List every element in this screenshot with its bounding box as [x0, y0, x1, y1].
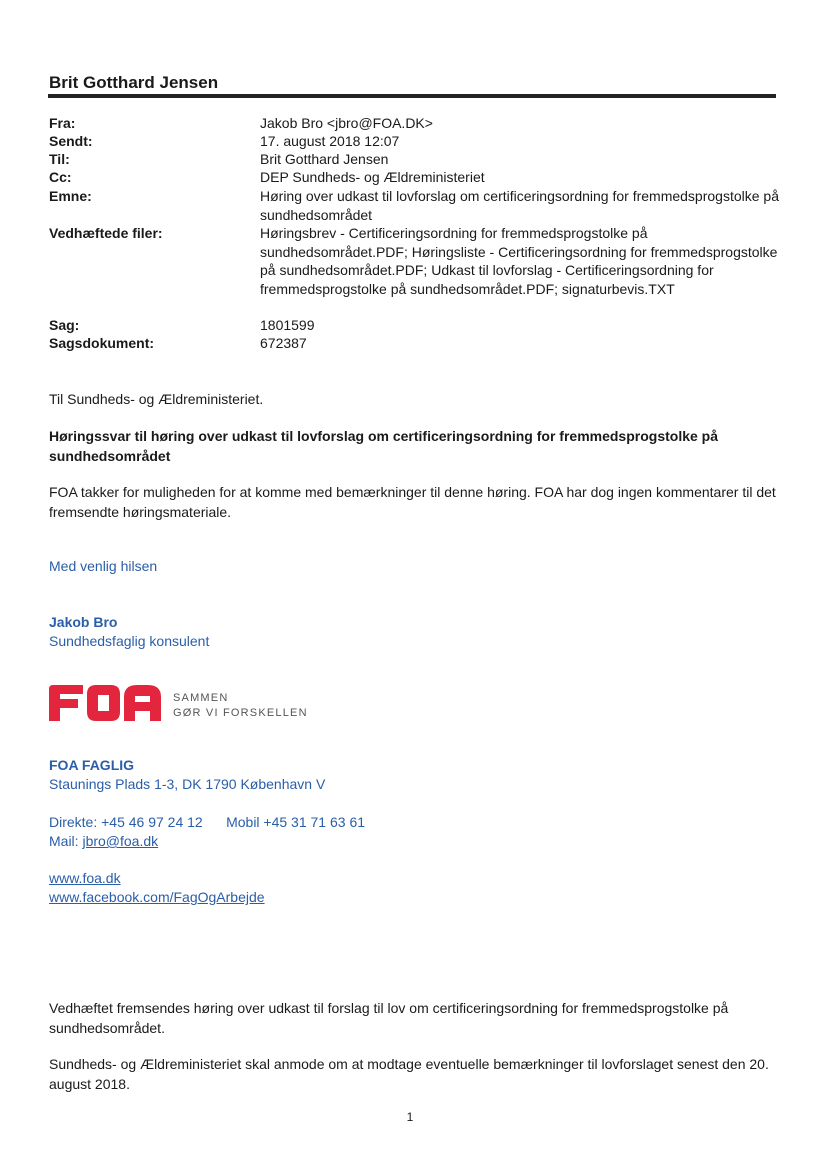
value-case: 1801599	[260, 317, 315, 333]
org-address: Staunings Plads 1-3, DK 1790 København V	[49, 776, 326, 792]
label-case: Sag:	[49, 317, 80, 333]
forwarded-paragraph-2: Sundheds- og Ældreministeriet skal anmode om at modtage eventuelle bemærkninger til lovforslaget senest den 20. august 2018.	[49, 1056, 769, 1092]
greeting: Til Sundheds- og Ældreministeriet.	[49, 391, 264, 407]
mobile-phone: Mobil +45 31 71 63 61	[226, 814, 366, 830]
body-paragraph: FOA takker for muligheden for at komme med bemærkninger til denne høring. FOA har dog ingen kommentarer til det fremsendte høringsmateriale.	[49, 484, 776, 520]
header-divider	[48, 94, 776, 98]
mail-label: Mail:	[49, 833, 83, 849]
signature-title: Sundhedsfaglig konsulent	[49, 633, 210, 649]
forwarded-paragraph-1: Vedhæftet fremsendes høring over udkast til forslag til lov om certificeringsordning for fremmedsprogstolke på sundhedsområdet.	[49, 1000, 729, 1036]
facebook-line	[49, 887, 779, 907]
org-name: FOA FAGLIG	[49, 757, 135, 773]
label-cc: Cc:	[49, 169, 72, 185]
facebook-link[interactable]: www.facebook.com/FagOgArbejde	[49, 889, 265, 905]
label-from: Fra:	[49, 115, 76, 131]
value-attachments: Høringsbrev - Certificeringsordning for fremmedsprogstolke på sundhedsområdet.PDF; Høringsliste - Certificeringsordning for fremmedsprogstolke på sundhedsområdet.PDF; Udkast til lovforslag - Certificeringsordning for fremmedsprogstolke på sundhedsområdet.PDF; signaturbevis.TXT	[260, 225, 778, 297]
closing: Med venlig hilsen	[49, 558, 158, 574]
value-cc: DEP Sundheds- og Ældreministeriet	[260, 169, 485, 185]
contact-phones	[49, 812, 779, 832]
label-sent: Sendt:	[49, 133, 93, 149]
logo-tagline	[173, 691, 308, 721]
label-case-document: Sagsdokument:	[49, 335, 155, 351]
direct-phone: Direkte: +45 46 97 24 12	[49, 814, 203, 830]
value-case-document: 672387	[260, 335, 307, 351]
value-sent: 17. august 2018 12:07	[260, 133, 400, 149]
signature-name: Jakob Bro	[49, 614, 118, 630]
website-link[interactable]: www.foa.dk	[49, 870, 121, 886]
mail-link[interactable]: jbro@foa.dk	[82, 833, 159, 849]
logo-tagline-line-2: GØR VI FORSKELLEN	[173, 707, 308, 719]
contact-mail	[49, 831, 779, 851]
label-subject: Emne:	[49, 188, 92, 204]
logo-letter-f	[49, 685, 83, 721]
sender-name: Brit Gotthard Jensen	[49, 73, 219, 92]
foa-logo	[49, 685, 161, 721]
label-to: Til:	[49, 151, 70, 167]
page-number: 1	[406, 1110, 414, 1124]
value-to: Brit Gotthard Jensen	[260, 151, 389, 167]
logo-letter-a	[124, 685, 161, 721]
website-line	[49, 868, 779, 888]
logo-tagline-line-1: SAMMEN	[173, 692, 229, 704]
value-subject: Høring over udkast til lovforslag om certificeringsordning for fremmedsprogstolke på sundhedsområdet	[260, 188, 779, 223]
logo-letter-o	[87, 685, 120, 721]
label-attachments: Vedhæftede filer:	[49, 225, 163, 241]
subject-heading: Høringssvar til høring over udkast til lovforslag om certificeringsordning for fremmedsprogstolke på sundhedsområdet	[49, 428, 719, 464]
value-from: Jakob Bro <jbro@FOA.DK>	[260, 115, 433, 131]
